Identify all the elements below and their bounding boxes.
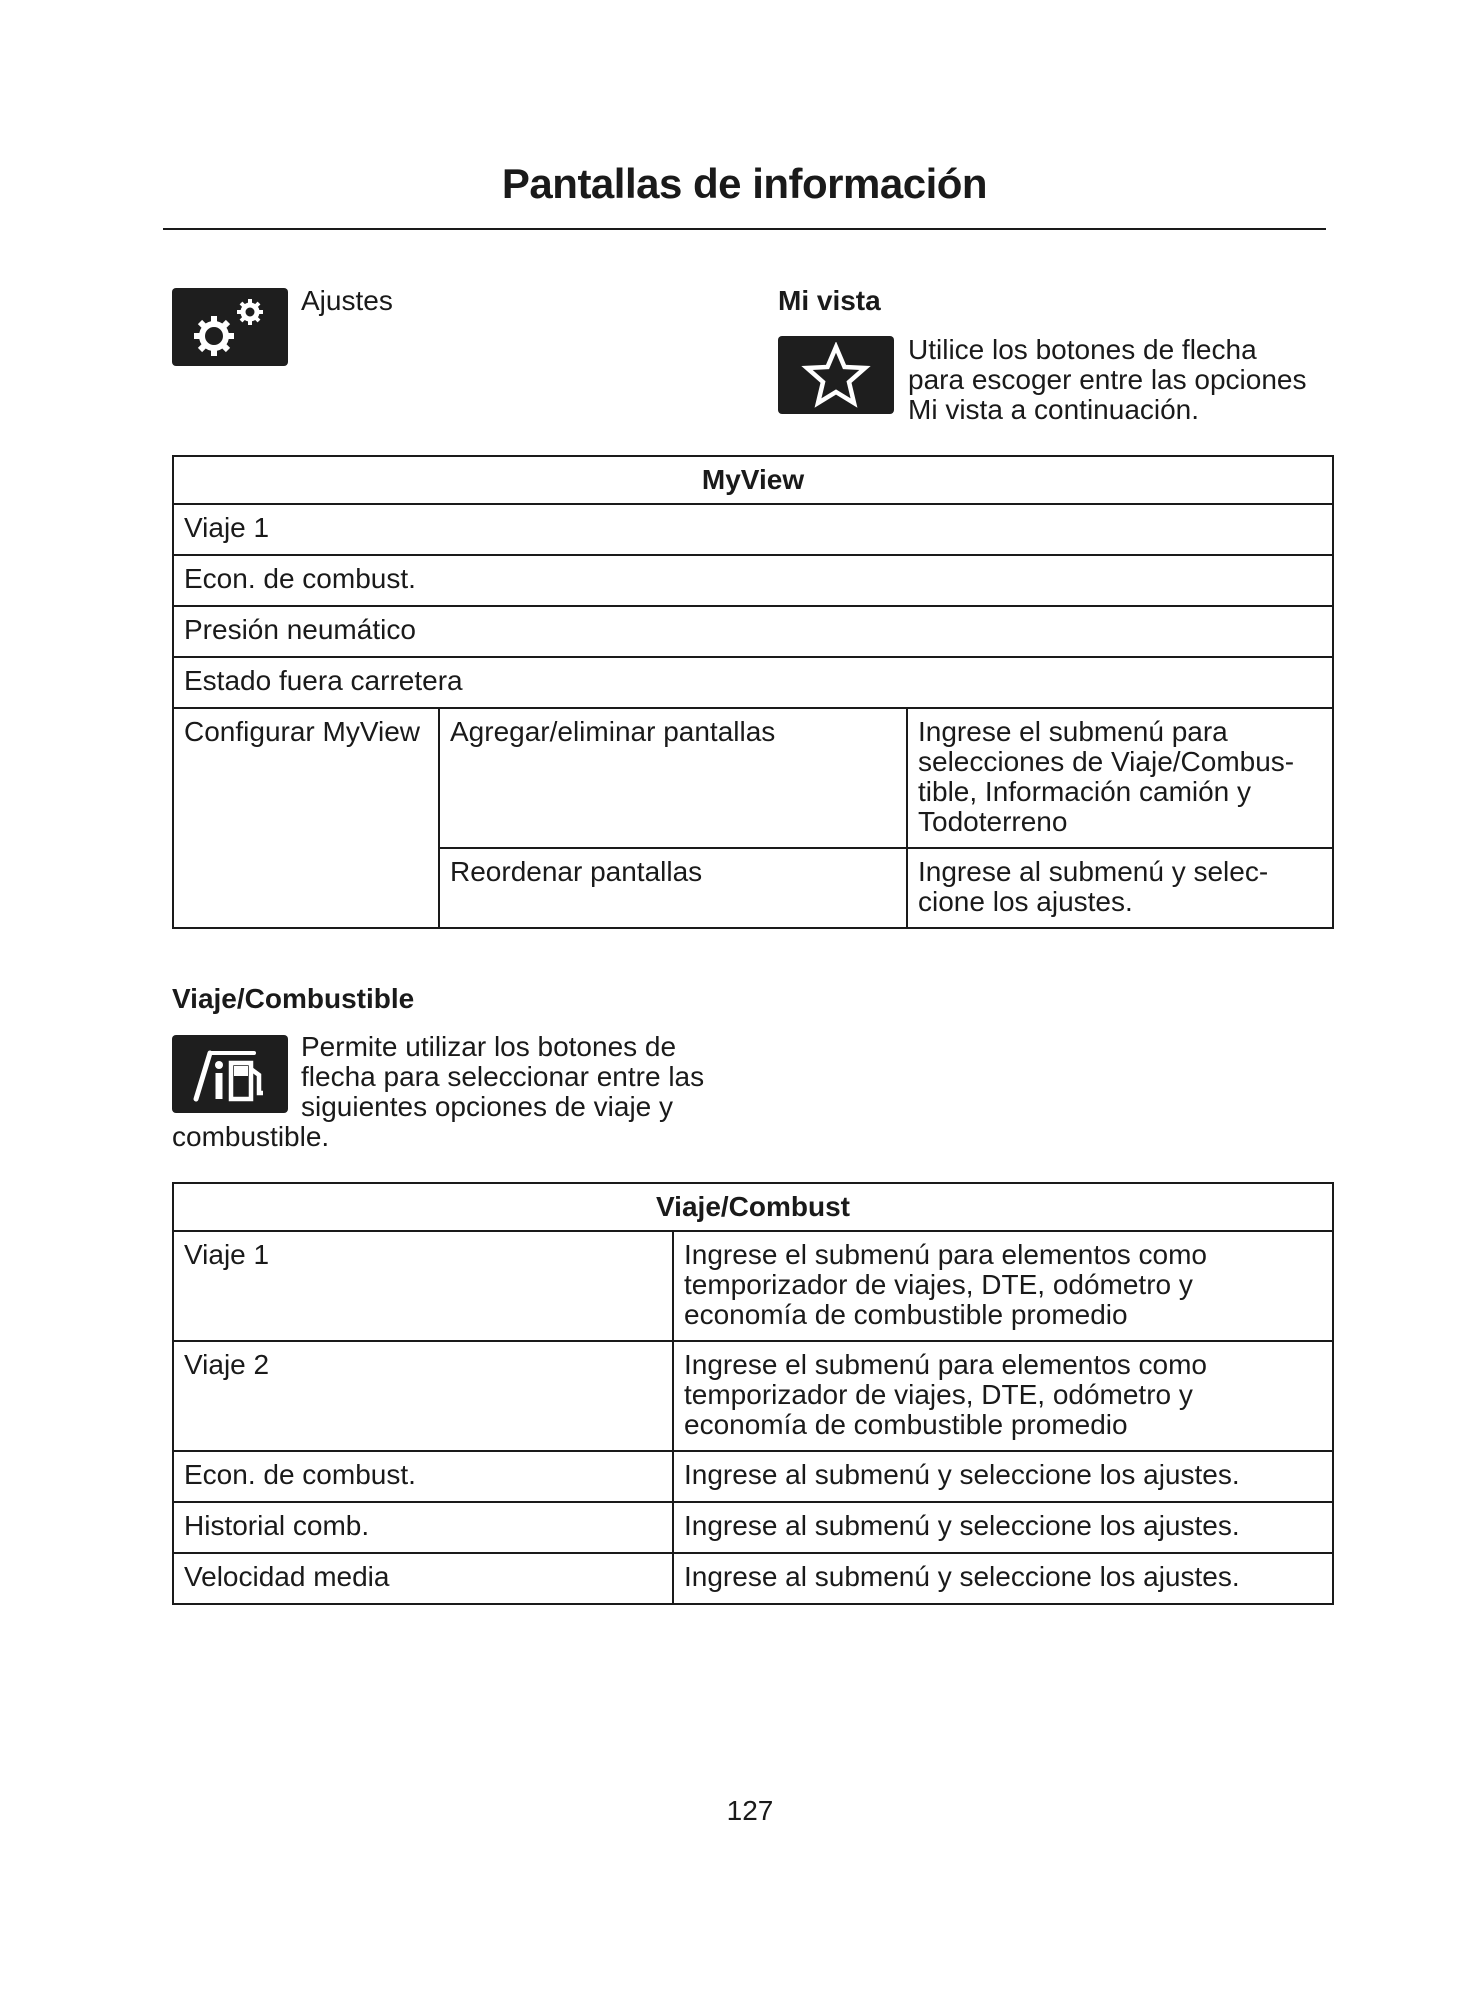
trip-fuel-description-wrap — [301, 1032, 781, 1122]
option-cell: Reordenar pantallas — [439, 848, 907, 928]
page-title: Pantallas de información — [501, 160, 988, 207]
description-line: tible, Información camión y — [918, 776, 1252, 807]
mi-vista-line: Mi vista a continuación. — [908, 394, 1200, 425]
configure-myview-cell: Configurar MyView — [173, 708, 439, 928]
table-row — [173, 1553, 1333, 1604]
description-cell — [907, 708, 1333, 848]
row-label-cell: Velocidad media — [173, 1553, 673, 1604]
table-row — [173, 1502, 1333, 1553]
trip-fuel-line: siguientes opciones de viaje y — [301, 1091, 674, 1122]
description-line: temporizador de viajes, DTE, odómetro y — [684, 1379, 1193, 1410]
table-row: Presión neumático — [173, 606, 1333, 657]
settings-label: Ajustes — [301, 285, 393, 316]
myview-table-header: MyView — [173, 456, 1333, 504]
row-description-cell — [673, 1231, 1333, 1341]
gears-icon — [172, 288, 288, 366]
description-line: economía de combustible promedio — [684, 1299, 1128, 1330]
table-row: Estado fuera carretera — [173, 657, 1333, 708]
description-line: Ingrese el submenú para — [918, 716, 1228, 747]
description-line: Ingrese el submenú para elementos como — [684, 1239, 1207, 1270]
myview-table — [172, 455, 1334, 929]
row-description-cell — [673, 1341, 1333, 1451]
row-label-cell: Viaje 1 — [173, 1231, 673, 1341]
row-description-cell: Ingrese al submenú y seleccione los ajustes. — [673, 1451, 1333, 1502]
trip-fuel-icon — [172, 1035, 288, 1113]
description-line: Todoterreno — [918, 806, 1068, 837]
trip-fuel-table — [172, 1182, 1334, 1605]
description-line: temporizador de viajes, DTE, odómetro y — [684, 1269, 1193, 1300]
table-row — [173, 1231, 1333, 1341]
trip-fuel-line: Permite utilizar los botones de — [301, 1031, 677, 1062]
mi-vista-line: Utilice los botones de flecha — [908, 334, 1257, 365]
row-label-cell: Econ. de combust. — [173, 1451, 673, 1502]
mi-vista-heading: Mi vista — [778, 285, 881, 316]
description-line: Ingrese el submenú para elementos como — [684, 1349, 1207, 1380]
row-description-cell: Ingrese al submenú y seleccione los ajustes. — [673, 1553, 1333, 1604]
row-description-cell: Ingrese al submenú y seleccione los ajustes. — [673, 1502, 1333, 1553]
table-row — [173, 1341, 1333, 1451]
description-line: economía de combustible promedio — [684, 1409, 1128, 1440]
mi-vista-line: para escoger entre las opciones — [908, 364, 1307, 395]
option-cell: Agregar/eliminar pantallas — [439, 708, 907, 848]
trip-fuel-line: flecha para seleccionar entre las — [301, 1061, 705, 1092]
row-label-cell: Viaje 2 — [173, 1341, 673, 1451]
star-icon — [778, 336, 894, 414]
row-label-cell: Historial comb. — [173, 1502, 673, 1553]
trip-fuel-heading: Viaje/Combustible — [172, 983, 415, 1014]
description-line: Ingrese al submenú y selec- — [918, 856, 1269, 887]
description-line: cione los ajustes. — [918, 886, 1133, 917]
description-line: selecciones de Viaje/Combus- — [918, 746, 1295, 777]
title-rule — [163, 228, 1326, 230]
table-row: Econ. de combust. — [173, 555, 1333, 606]
mi-vista-description — [908, 335, 1306, 425]
description-cell — [907, 848, 1333, 928]
table-row: Viaje 1 — [173, 504, 1333, 555]
table-row — [173, 1451, 1333, 1502]
trip-fuel-table-header: Viaje/Combust — [173, 1183, 1333, 1231]
page-number: 127 — [726, 1795, 774, 1826]
trip-fuel-line: combustible. — [172, 1121, 330, 1152]
